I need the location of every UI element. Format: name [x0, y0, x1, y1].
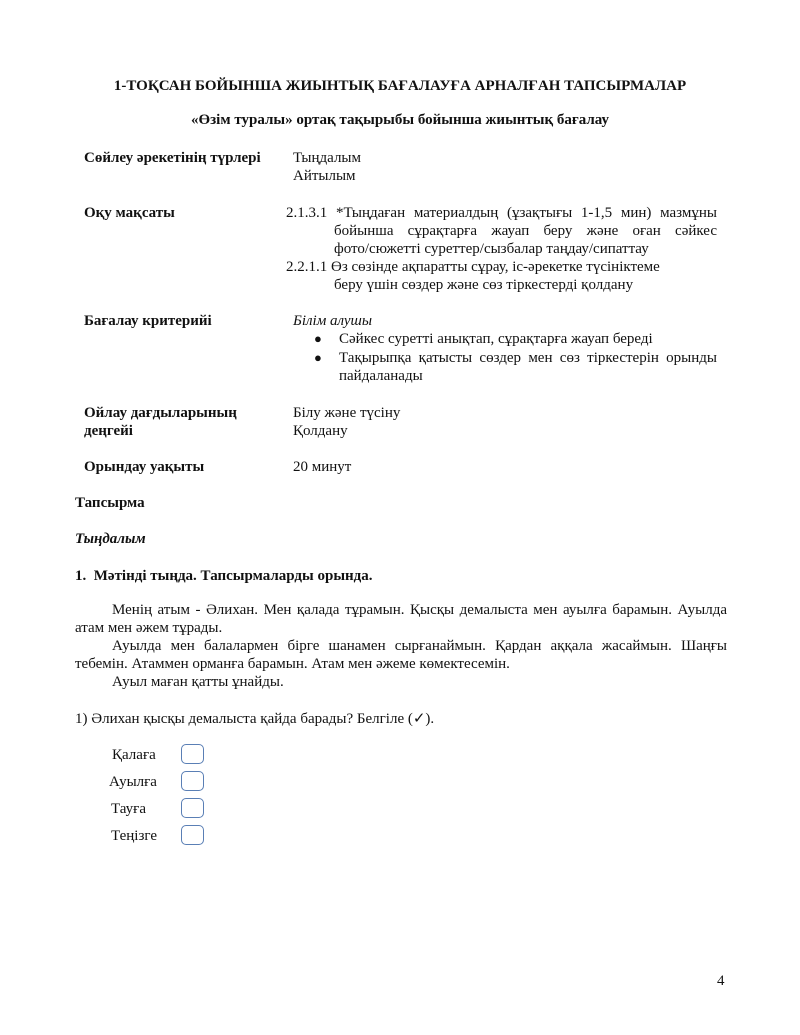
speech-type-speaking: Айтылым: [293, 168, 356, 184]
option-checkbox-mountain[interactable]: [181, 798, 204, 818]
execution-time-label: Орындау уақыты: [84, 459, 205, 475]
listening-section-heading: Тыңдалым: [75, 531, 146, 547]
bullet-icon: ●: [314, 350, 322, 365]
criteria-subtitle: Білім алушы: [293, 313, 373, 329]
text-paragraph-1: Менің атым - Әлихан. Мен қалада тұрамын. Қысқы демалыста мен ауылға барамын. Ауылда атам мен әжем тұрады.: [75, 602, 727, 636]
execution-time-value: 20 минут: [293, 459, 352, 475]
thinking-skills-label-line-2: деңгейі: [84, 423, 133, 439]
task-instruction: 1. Мәтінді тыңда. Тапсырмаларды орында.: [75, 568, 373, 584]
criteria-item-2-continued: пайдаланады: [339, 368, 423, 384]
question-1: 1) Әлихан қысқы демалыста қайда барады? Белгіле (✓).: [75, 711, 435, 727]
page-number: 4: [717, 973, 725, 989]
objective-2-line-1: 2.2.1.1 Өз сөзінде ақпаратты сұрау, іс-әрекетке түсініктеме: [286, 259, 660, 275]
criteria-item-2: Тақырыпқа қатысты сөздер мен сөз тіркестерін орынды: [339, 350, 717, 366]
option-checkbox-village[interactable]: [181, 771, 204, 791]
learning-objective-label: Оқу мақсаты: [84, 205, 175, 221]
text-paragraph-3: Ауыл маған қатты ұнайды.: [112, 674, 284, 690]
option-checkbox-sea[interactable]: [181, 825, 204, 845]
task-heading: Тапсырма: [75, 495, 145, 511]
option-checkbox-city[interactable]: [181, 744, 204, 764]
criteria-item-1: Сәйкес суретті анықтап, сұрақтарға жауап береді: [339, 331, 653, 347]
thinking-level-application: Қолдану: [293, 423, 348, 439]
speech-types-label: Сөйлеу әрекетінің түрлері: [84, 150, 261, 166]
thinking-skills-label-line-1: Ойлау дағдыларының: [84, 405, 237, 421]
option-label-sea: Теңізге: [111, 828, 157, 844]
objective-1-line-2: бойынша сұрақтарға жауап беру және оған сәйкес: [334, 223, 717, 239]
option-label-city: Қалаға: [112, 747, 156, 763]
assessment-criteria-label: Бағалау критерийі: [84, 313, 212, 329]
objective-2-line-2: беру үшін сөздер және сөз тіркестерді қолдану: [334, 277, 634, 293]
bullet-icon: ●: [314, 331, 322, 346]
document-subtitle: «Өзім туралы» ортақ тақырыбы бойынша жиынтық бағалау: [190, 112, 609, 128]
text-paragraph-2: Ауылда мен балалармен бірге шанамен сырғанаймын. Қардан аққала жасаймын. Шаңғы тебемін. Атаммен орманға барамын. Атам мен әжеме көмектесемін.: [75, 638, 727, 672]
objective-1-line-1: 2.1.3.1 *Тыңдаған материалдың (ұзақтығы 1-1,5 мин) мазмұны: [286, 205, 717, 221]
document-title: 1-ТОҚСАН БОЙЫНША ЖИЫНТЫҚ БАҒАЛАУҒА АРНАЛҒАН ТАПСЫРМАЛАР: [113, 78, 687, 94]
thinking-level-knowledge: Білу және түсіну: [293, 405, 401, 421]
objective-1-line-3: фото/сюжетті суреттер/сызбалар таңдау/сипаттау: [334, 241, 649, 257]
speech-type-listening: Тыңдалым: [293, 150, 361, 166]
option-label-mountain: Тауға: [111, 801, 146, 817]
option-label-village: Ауылға: [109, 774, 157, 790]
